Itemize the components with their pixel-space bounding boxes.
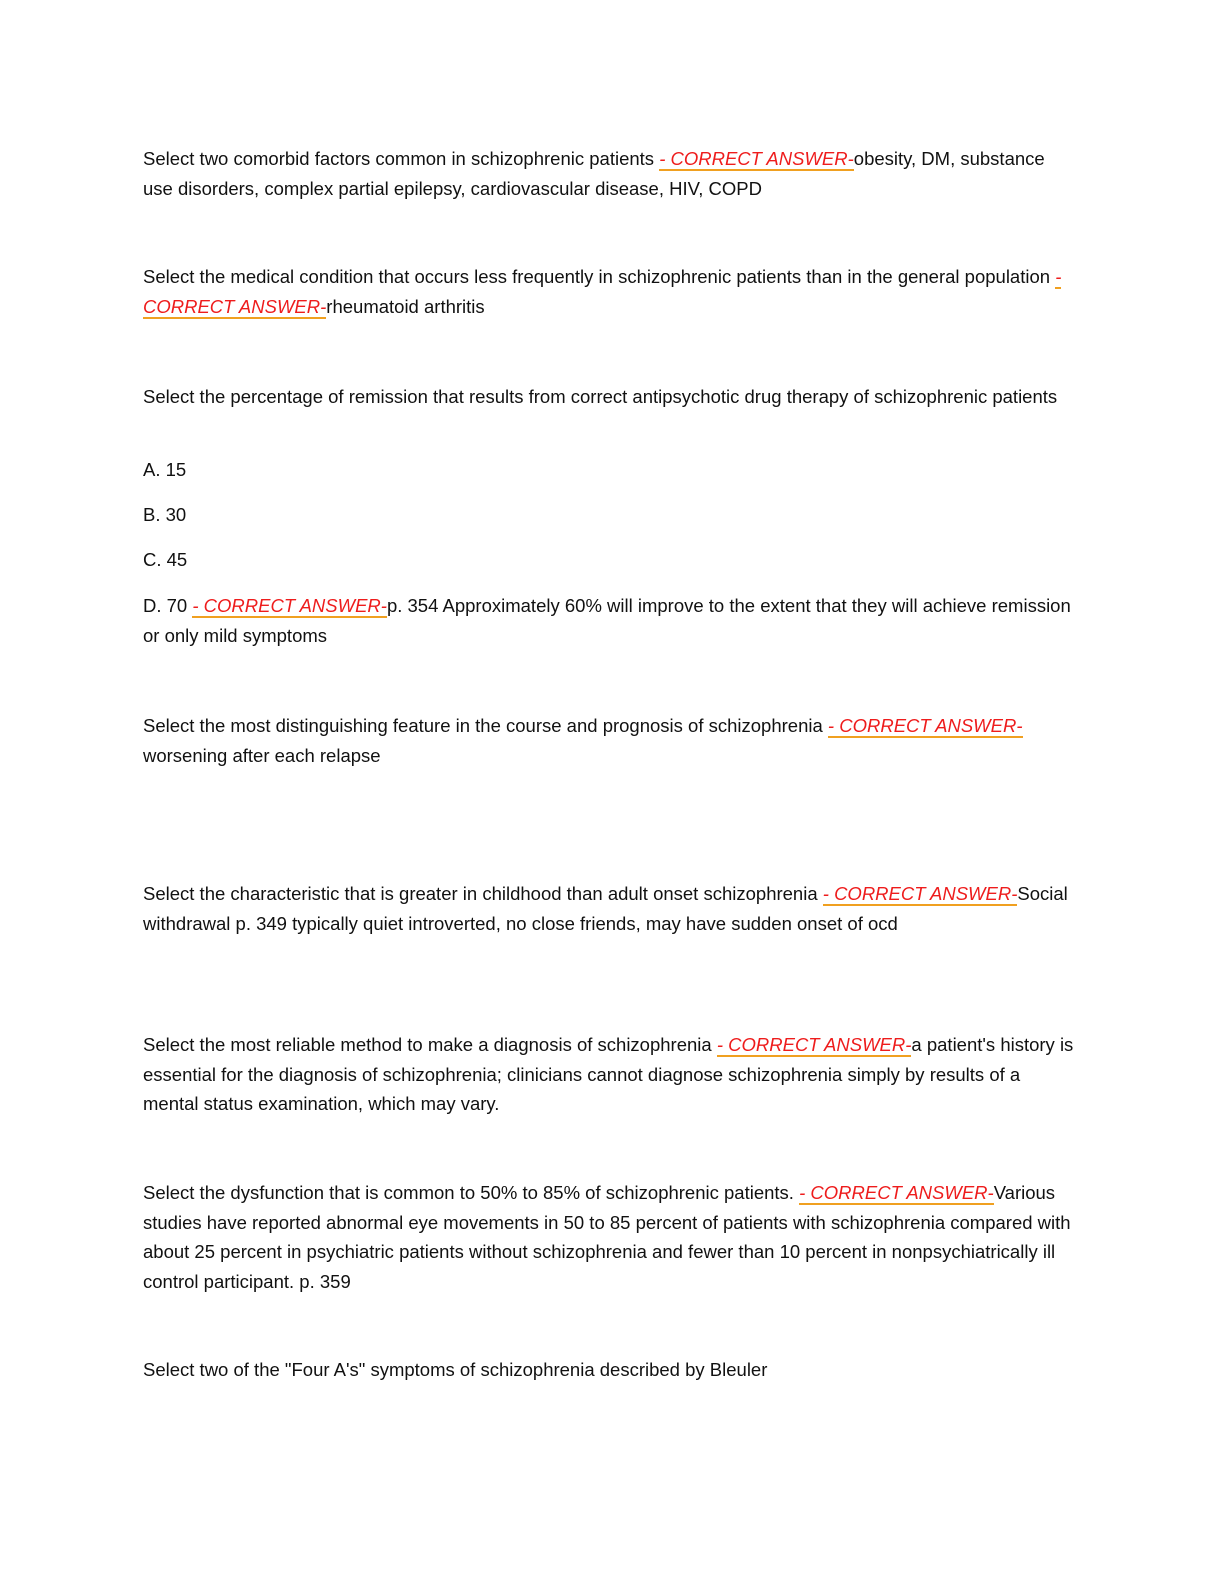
qa-item-4 xyxy=(143,711,1078,770)
qa-item-3-answer xyxy=(143,591,1078,650)
option-c: C. 45 xyxy=(143,549,188,570)
answer-text: worsening after each relapse xyxy=(143,744,381,766)
question-text: Select the dysfunction that is common to 50% to 85% of schizophrenic patients. xyxy=(143,1182,800,1203)
option-d: D. 70 xyxy=(143,595,193,616)
qa-item-8 xyxy=(143,1355,1078,1385)
question-text: Select the most reliable method to make a diagnosis of schizophrenia xyxy=(143,1034,717,1055)
correct-answer-marker: - CORRECT ANSWER- xyxy=(799,1182,994,1203)
question-text: Select the percentage of remission that results from correct antipsychotic drug therapy of schizophrenic patients xyxy=(143,386,1058,407)
qa-item-7 xyxy=(143,1178,1078,1296)
question-text: Select the characteristic that is greater in childhood than adult onset schizophrenia xyxy=(143,883,823,904)
answer-text: a patient's history is essential for the diagnosis of schizophrenia; clinicians cannot diagnose schizophrenia simply by results of a mental status examination, which may vary. xyxy=(143,1034,1074,1114)
correct-answer-marker: - CORRECT ANSWER- xyxy=(659,148,854,169)
correct-answer-marker: - CORRECT ANSWER- xyxy=(716,1034,912,1055)
correct-answer-marker: - CORRECT ANSWER- xyxy=(143,266,1062,317)
question-text: Select the most distinguishing feature in the course and prognosis of schizophrenia xyxy=(143,715,828,736)
correct-answer-marker: - CORRECT ANSWER- xyxy=(192,595,387,616)
question-text: Select two comorbid factors common in schizophrenic patients xyxy=(143,148,660,169)
answer-text: Various studies have reported abnormal eye movements in 50 to 85 percent of patients with schizophrenia compared with about 25 percent in psychiatric patients without schizophrenia and fewer than 10 percent in nonpsychiatrically ill control participant. p. 359 xyxy=(143,1182,1071,1292)
answer-text: p. 354 Approximately 60% will improve to the extent that they will achieve remission or only mild symptoms xyxy=(143,595,1071,646)
qa-item-1 xyxy=(143,144,1078,203)
qa-item-6 xyxy=(143,1030,1078,1119)
qa-item-5 xyxy=(143,879,1078,938)
correct-answer-marker: - CORRECT ANSWER- xyxy=(822,883,1018,904)
correct-answer-marker: - CORRECT ANSWER- xyxy=(827,715,1023,736)
question-text: Select two of the "Four A's" symptoms of schizophrenia described by Bleuler xyxy=(143,1359,768,1380)
option-a: A. 15 xyxy=(143,459,187,480)
answer-text: Social withdrawal p. 349 typically quiet introverted, no close friends, may have sudden onset of ocd xyxy=(143,883,1068,934)
question-text: Select the medical condition that occurs less frequently in schizophrenic patients than in the general population xyxy=(143,266,1056,287)
answer-text: obesity, DM, substance use disorders, complex partial epilepsy, cardiovascular disease, HIV, COPD xyxy=(143,148,1045,199)
option-b: B. 30 xyxy=(143,504,187,525)
qa-item-2 xyxy=(143,262,1078,321)
answer-text: rheumatoid arthritis xyxy=(326,295,485,317)
qa-item-3-question xyxy=(143,382,1078,412)
